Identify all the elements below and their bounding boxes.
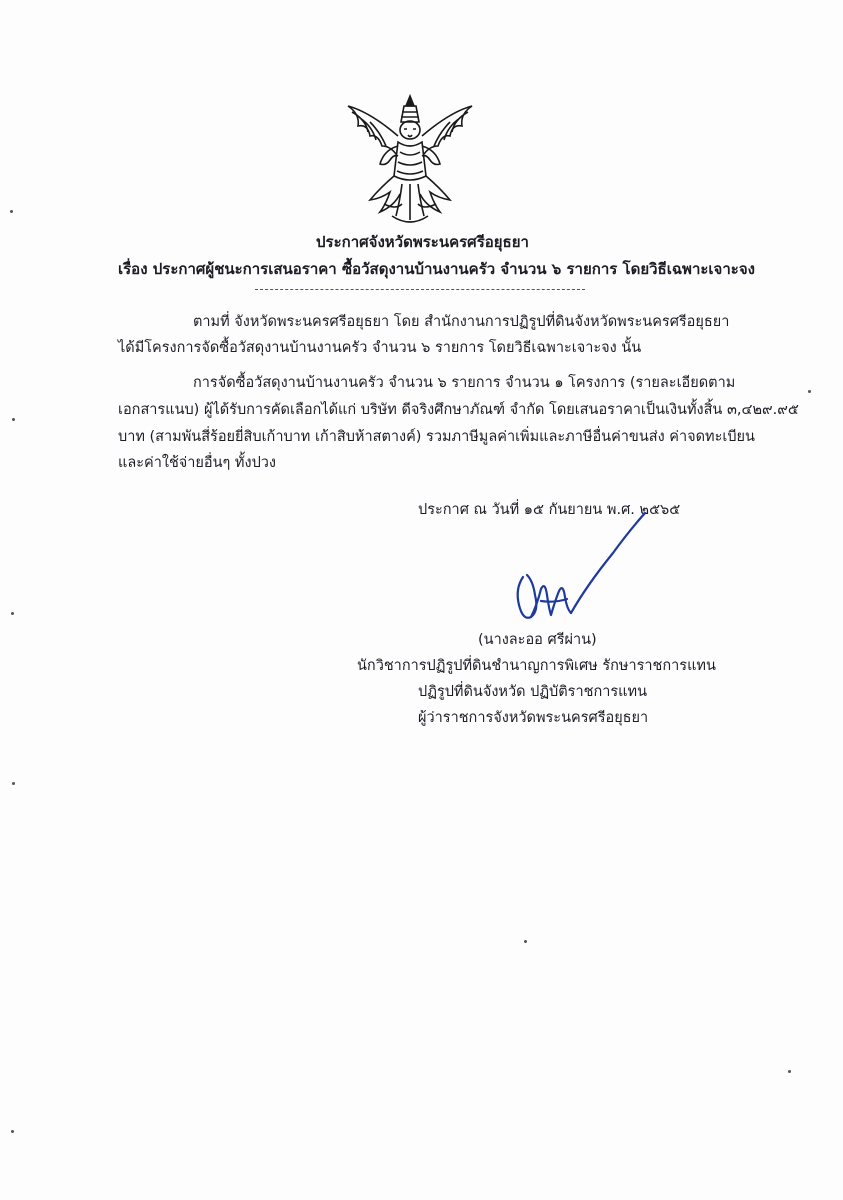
paragraph-2-line: และค่าใช้จ่ายอื่นๆ ทั้งปวง [118,455,276,471]
paragraph-1-line: ตามที่ จังหวัดพระนครศรีอยุธยา โดย สำนักงานการปฏิรูปที่ดินจังหวัดพระนครศรีอยุธยา [193,314,730,330]
scan-speck [11,1130,14,1133]
announcement-subject: เรื่อง ประกาศผู้ชนะการเสนอราคา ซื้อวัสดุงานบ้านงานครัว จำนวน ๖ รายการ โดยวิธีเฉพาะเจาะจง [118,260,755,278]
scan-speck [808,390,811,393]
signatory-position: ผู้ว่าราชการจังหวัดพระนครศรีอยุธยา [418,710,649,726]
handwritten-signature [505,505,665,635]
title-divider [255,289,585,290]
paragraph-2-line: เอกสารแนบ) ผู้ได้รับการคัดเลือกได้แก่ บริษัท ดีจริงศึกษาภัณฑ์ จำกัด โดยเสนอราคาเป็นเงินทั้งสิ้น ๓,๔๒๙.๙๕ [118,402,799,418]
scan-speck [524,940,527,943]
scan-speck [788,1070,791,1073]
announcement-title: ประกาศจังหวัดพระนครศรีอยุธยา [316,233,529,251]
scan-speck [10,210,13,213]
garuda-emblem-icon [340,92,480,230]
paragraph-2-line: บาท (สามพันสี่ร้อยยี่สิบเก้าบาท เก้าสิบห้าสตางค์) รวมภาษีมูลค่าเพิ่มและภาษีอื่นค่าขนส่ง ค่าจดทะเบียน [118,429,755,445]
paragraph-1-line: ได้มีโครงการจัดซื้อวัสดุงานบ้านงานครัว จำนวน ๖ รายการ โดยวิธีเฉพาะเจาะจง นั้น [118,340,642,356]
signatory-position: ปฏิรูปที่ดินจังหวัด ปฏิบัติราชการแทน [418,684,647,700]
signatory-name: (นางละออ ศรีผ่าน) [478,632,597,648]
scan-speck [11,612,14,615]
announcement-date: ประกาศ ณ วันที่ ๑๕ กันยายน พ.ศ. ๒๕๖๕ [418,502,681,518]
scan-speck [12,782,15,785]
scan-speck [12,418,15,421]
signatory-position: นักวิชาการปฏิรูปที่ดินชำนาญการพิเศษ รักษาราชการแทน [357,658,716,674]
paragraph-2-line: การจัดซื้อวัสดุงานบ้านงานครัว จำนวน ๖ รายการ จำนวน ๑ โครงการ (รายละเอียดตาม [193,375,736,391]
